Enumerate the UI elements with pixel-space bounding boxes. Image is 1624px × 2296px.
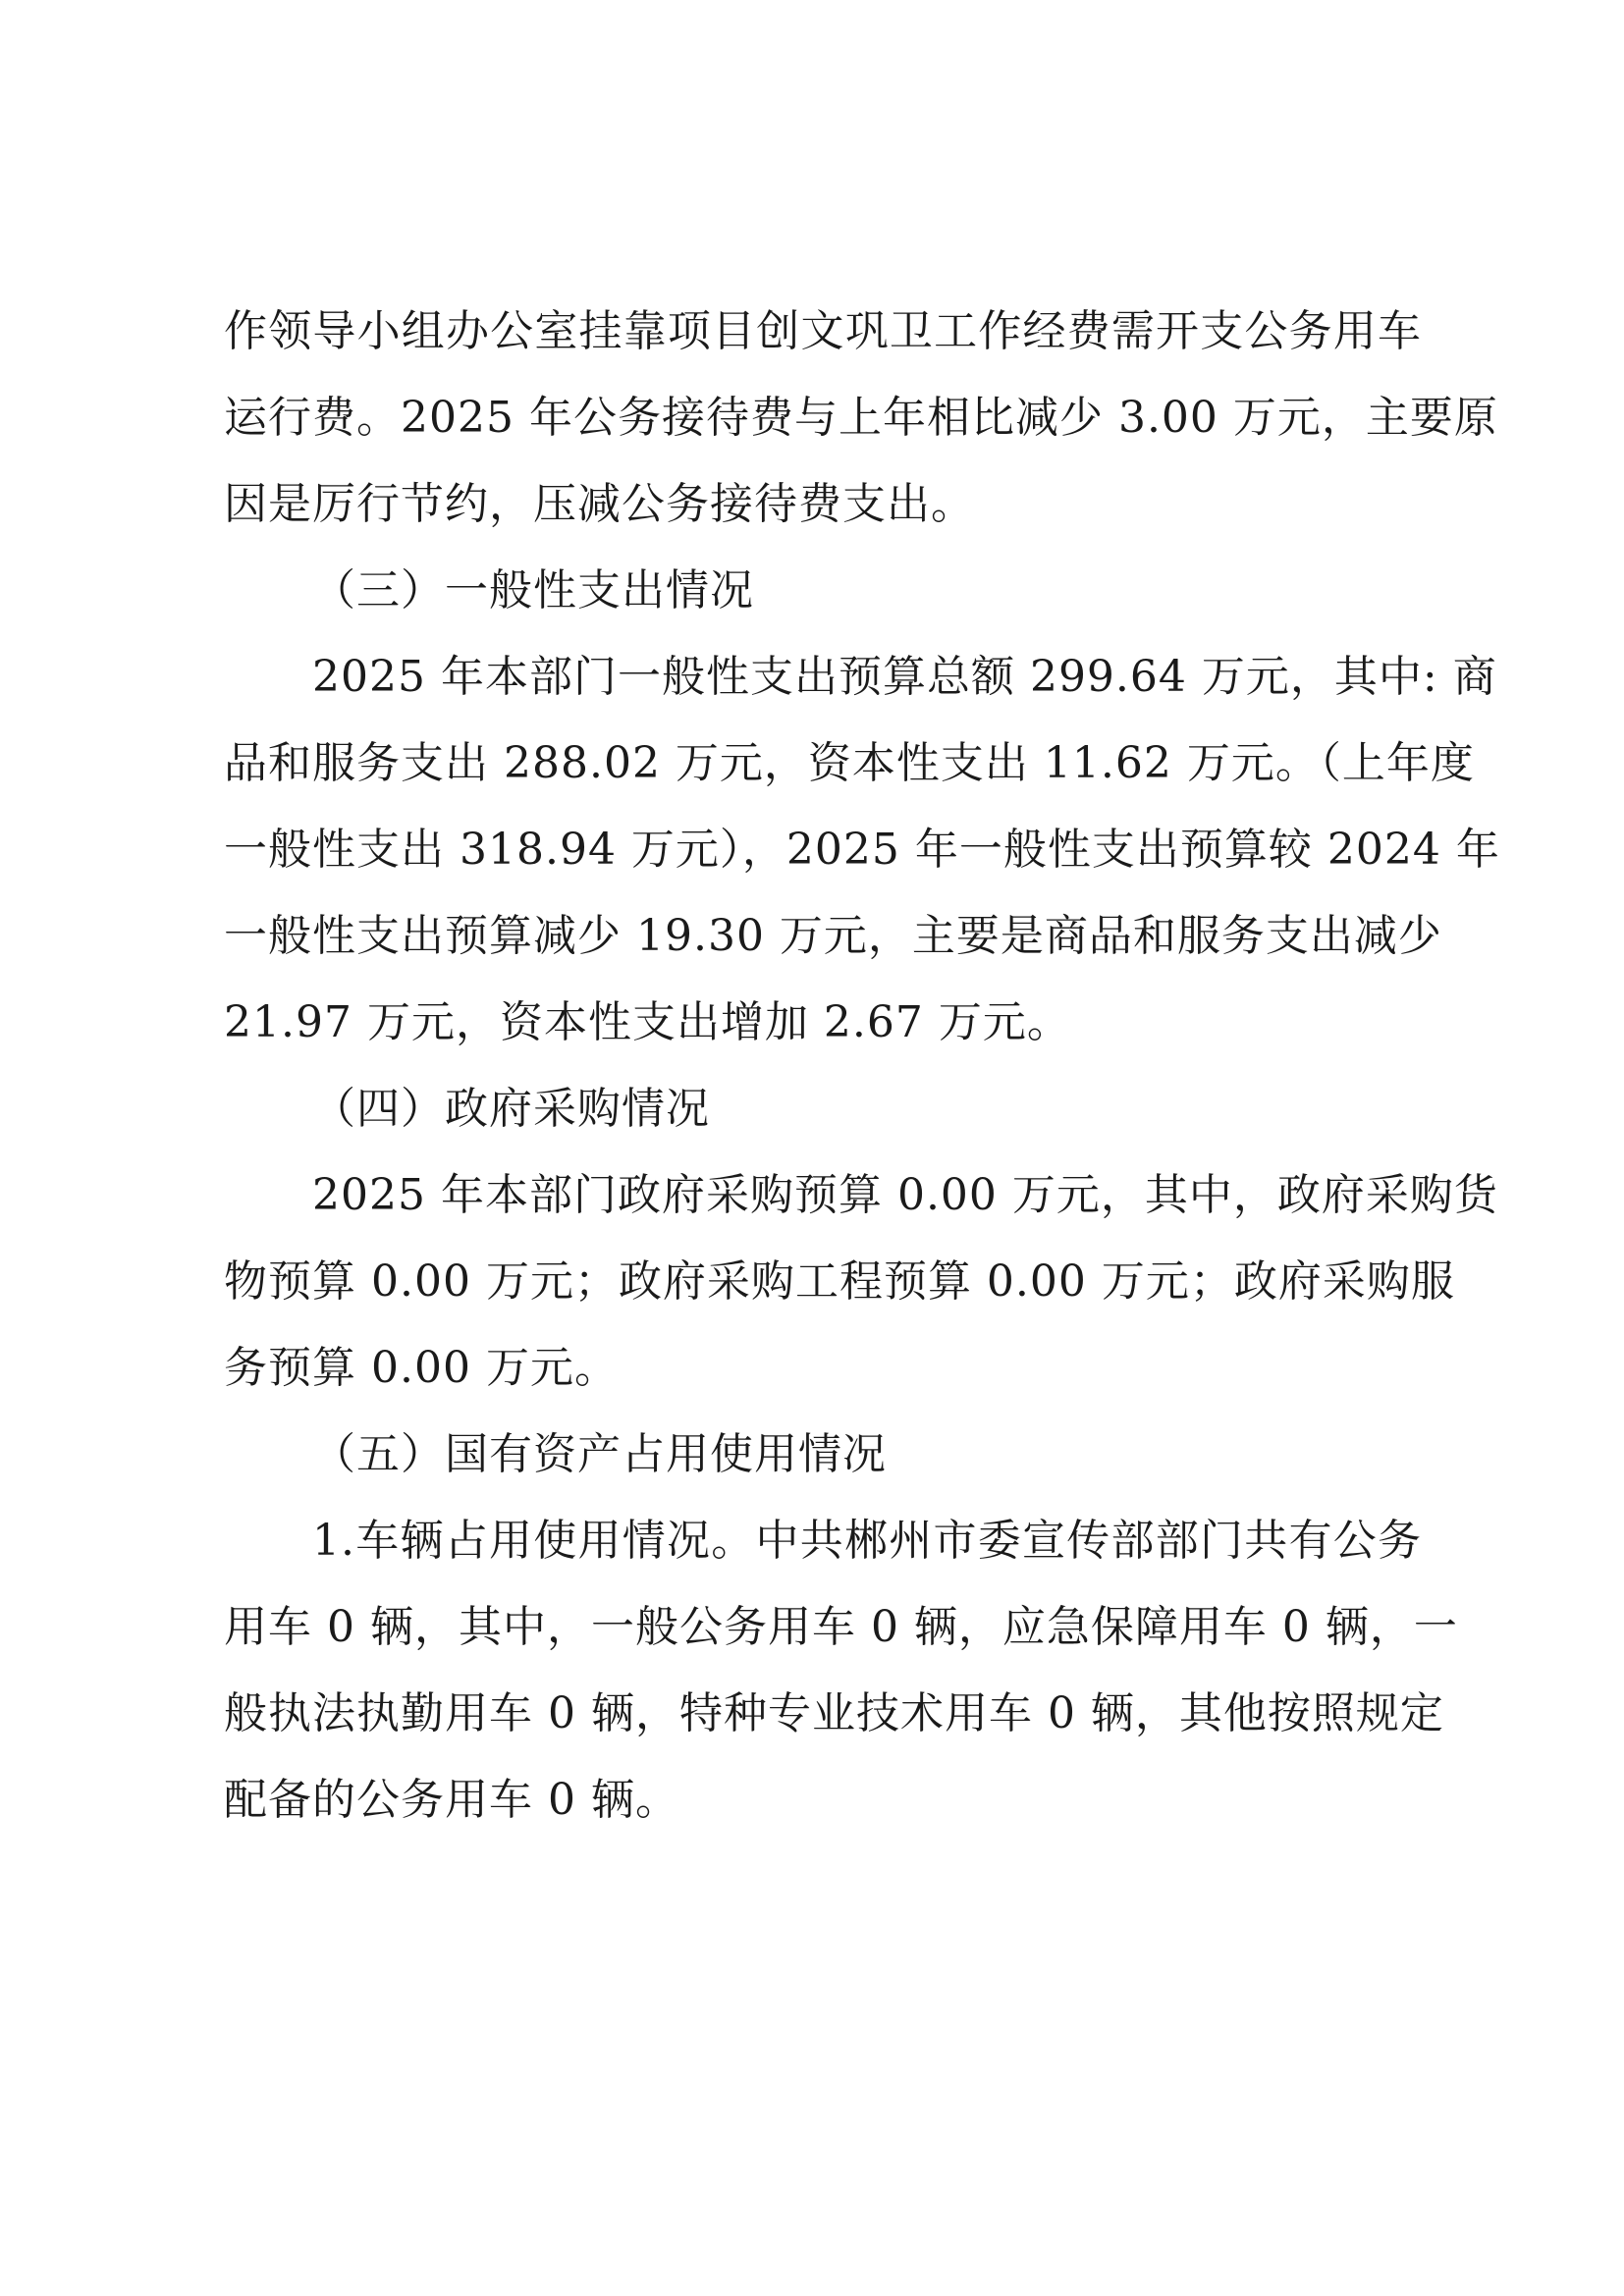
paragraph-line: 务预算 0.00 万元。	[224, 1343, 619, 1393]
paragraph-line: 作领导小组办公室挂靠项目创文巩卫工作经费需开支公务用车	[224, 306, 1422, 356]
paragraph-line: 运行费。2025 年公务接待费与上年相比减少 3.00 万元，主要原	[224, 393, 1498, 443]
paragraph-line: 1.车辆占用使用情况。中共郴州市委宣传部部门共有公务	[312, 1516, 1422, 1566]
paragraph-line: 2025 年本部门一般性支出预算总额 299.64 万元，其中: 商	[312, 652, 1497, 702]
section-heading-4: （四）政府采购情况	[312, 1084, 710, 1134]
paragraph-line: 2025 年本部门政府采购预算 0.00 万元，其中，政府采购货	[312, 1170, 1498, 1220]
paragraph-line: 用车 0 辆，其中，一般公务用车 0 辆，应急保障用车 0 辆，一	[224, 1602, 1458, 1652]
paragraph-line: 因是厉行节约，压减公务接待费支出。	[224, 479, 975, 529]
paragraph-line: 21.97 万元，资本性支出增加 2.67 万元。	[224, 997, 1071, 1047]
paragraph-line: 配备的公务用车 0 辆。	[224, 1775, 679, 1825]
paragraph-line: 般执法执勤用车 0 辆，特种专业技术用车 0 辆，其他按照规定	[224, 1688, 1444, 1738]
paragraph-line: 物预算 0.00 万元；政府采购工程预算 0.00 万元；政府采购服	[224, 1256, 1455, 1307]
paragraph-line: 一般性支出 318.94 万元），2025 年一般性支出预算较 2024 年	[224, 825, 1500, 875]
paragraph-line: 一般性支出预算减少 19.30 万元，主要是商品和服务支出减少	[224, 911, 1442, 961]
section-heading-5: （五）国有资产占用使用情况	[312, 1429, 887, 1479]
section-heading-3: （三）一般性支出情况	[312, 565, 754, 615]
paragraph-line: 品和服务支出 288.02 万元，资本性支出 11.62 万元。（上年度	[224, 738, 1475, 788]
